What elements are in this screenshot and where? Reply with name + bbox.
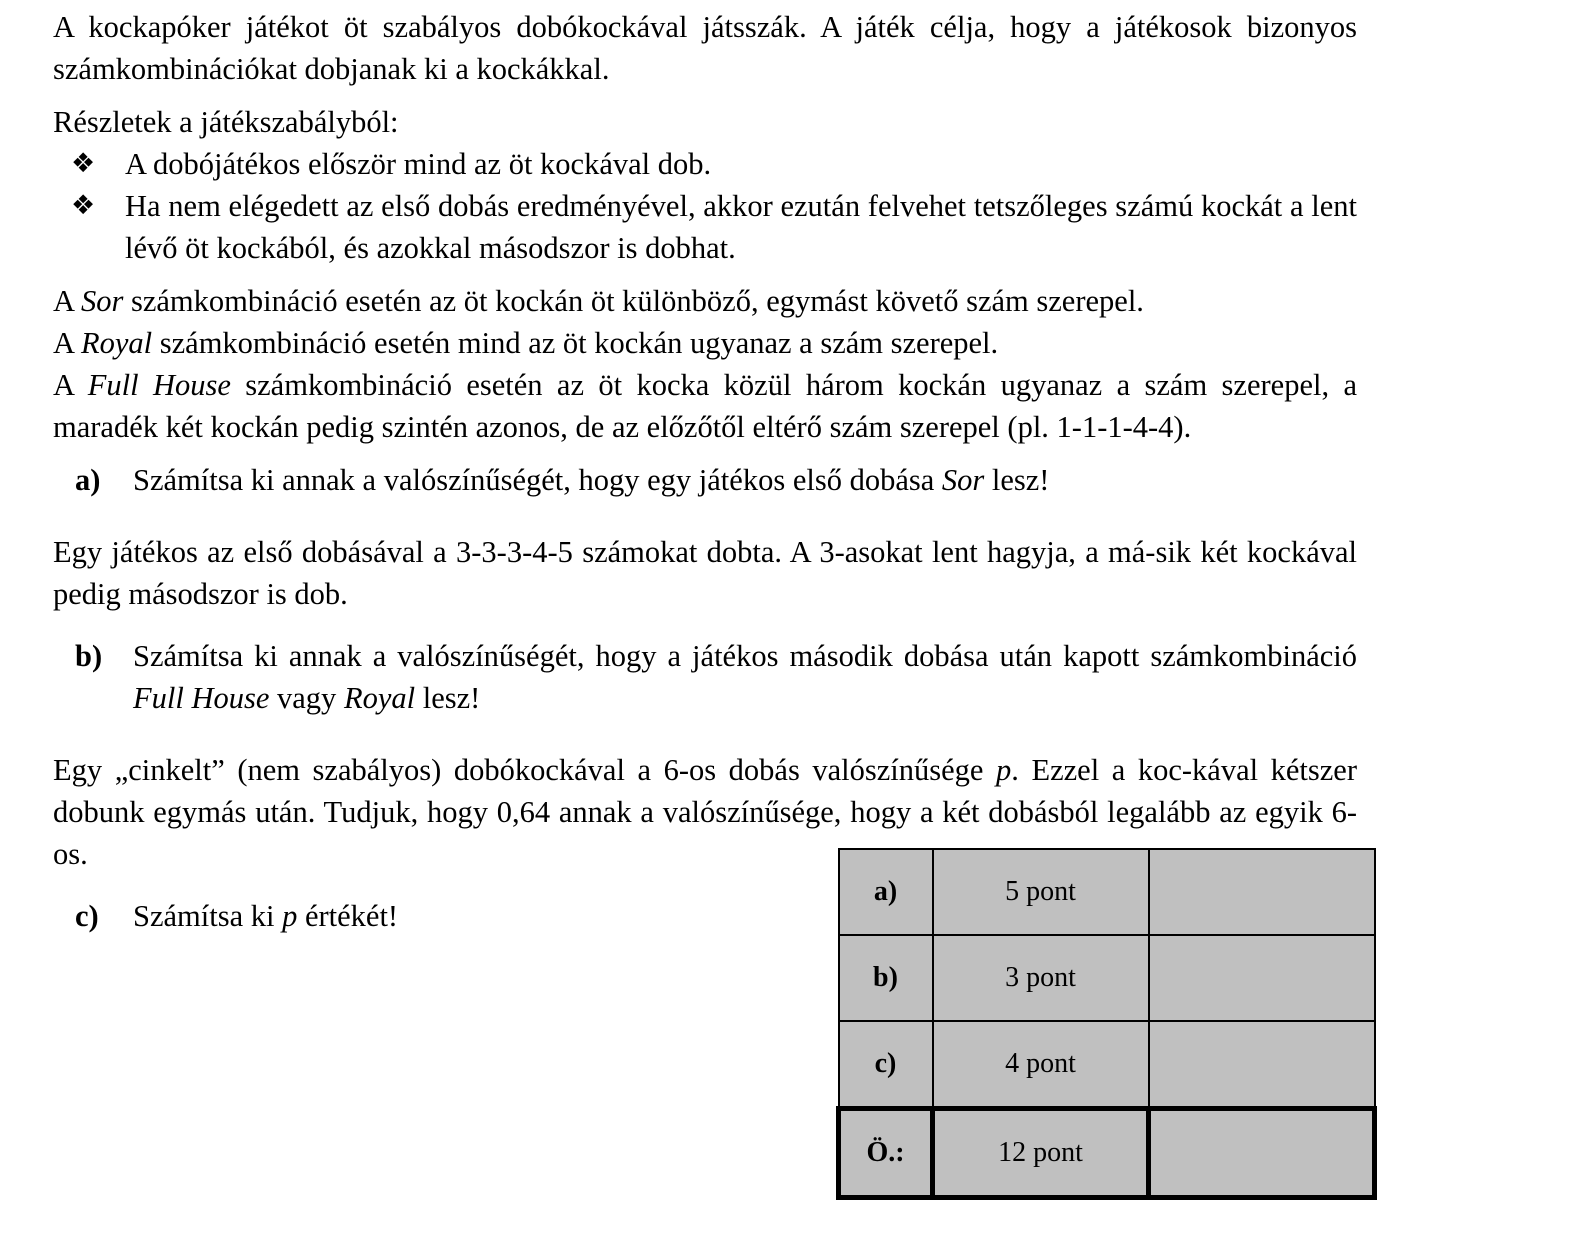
definition-rest: számkombináció esetén az öt kockán öt különböző, egymást követő szám szerepel. <box>123 284 1144 318</box>
table-row <box>839 849 1375 935</box>
task-b-text-after: lesz! <box>415 681 481 715</box>
definition-rest: számkombináció esetén mind az öt kockán ugyanaz a szám szerepel. <box>152 326 999 360</box>
definition-royal <box>53 322 1357 364</box>
score-row-blank[interactable] <box>1149 935 1375 1021</box>
diamond-bullet-icon: ❖ <box>71 190 96 221</box>
diamond-bullet-icon: ❖ <box>71 148 96 179</box>
cheated-die-part-2: . Ezzel a koc-kával kétszer dobunk egymás után. Tudjuk, hogy 0,64 annak a valószínűsége, hogy a két dobásból legalább az egyik 6-os. <box>53 753 1358 871</box>
task-a-letter: a) <box>75 463 101 497</box>
spacer <box>53 501 1357 531</box>
task-c-letter: c) <box>75 899 99 933</box>
task-b-emphasis-2: Royal <box>343 681 416 715</box>
score-row-blank[interactable] <box>1149 1021 1375 1109</box>
cheated-die-part-1: Egy „cinkelt” (nem szabályos) dobókockával a 6-os dobás valószínűsége <box>53 753 997 787</box>
score-row-label: b) <box>839 935 933 1021</box>
task-a-text-after: lesz! <box>984 463 1050 497</box>
score-total-blank[interactable] <box>1149 1109 1375 1198</box>
definition-term: Royal <box>80 326 153 360</box>
spacer <box>53 448 1357 459</box>
task-b <box>53 635 1357 719</box>
spacer <box>53 269 1357 280</box>
table-row <box>839 935 1375 1021</box>
task-b-text-middle: vagy <box>269 681 344 715</box>
rules-heading: Részletek a játékszabályból: <box>53 105 399 139</box>
task-c-text-before: Számítsa ki <box>133 899 283 933</box>
task-c-text-after: értékét! <box>297 899 399 933</box>
score-row-points: 3 pont <box>933 935 1149 1021</box>
list-item <box>53 185 1357 269</box>
task-a <box>53 459 1357 501</box>
list-item-label: A dobójátékos először mind az öt kockával dob. <box>125 147 712 181</box>
definition-full-house <box>53 364 1357 448</box>
definition-term: Sor <box>80 284 124 318</box>
spacer <box>53 90 1357 101</box>
spacer <box>53 719 1357 749</box>
probability-symbol: p <box>996 753 1012 787</box>
score-row-label: c) <box>839 1021 933 1109</box>
task-b-text-before: Számítsa ki annak a valószínűségét, hogy a játékos második dobása után kapott számkombináció <box>133 639 1357 673</box>
list-item-label: Ha nem elégedett az első dobás eredményével, akkor ezután felvehet tetszőleges számú kockát a lent lévő öt kockából, és azokkal másodszor is dobhat. <box>125 189 1357 265</box>
definition-prefix: A <box>53 326 81 360</box>
score-total-points: 12 pont <box>933 1109 1149 1198</box>
task-a-text-before: Számítsa ki annak a valószínűségét, hogy egy játékos első dobása <box>133 463 942 497</box>
score-row-points: 5 pont <box>933 849 1149 935</box>
list-item <box>53 143 1357 185</box>
intro-paragraph: A kockapóker játékot öt szabályos dobókockával játsszák. A játék célja, hogy a játékosok bizonyos számkombinációkat dobjanak ki a kockákkal. <box>53 10 1357 86</box>
score-row-blank[interactable] <box>1149 849 1375 935</box>
definition-term: Full House <box>87 368 231 402</box>
table-row-total <box>839 1109 1375 1198</box>
score-table-container <box>836 848 1377 1200</box>
scenario-paragraph: Egy játékos az első dobásával a 3-3-3-4-5 számokat dobta. A 3-asokat lent hagyja, a má-sik két kockával pedig másodszor is dob. <box>53 535 1357 611</box>
definition-rest: számkombináció esetén az öt kocka közül három kockán ugyanaz a szám szerepel, a maradék két kockán pedig szintén azonos, de az előzőtől eltérő szám szerepel (pl. 1-1-1-4-4). <box>53 368 1357 444</box>
task-b-letter: b) <box>75 639 103 673</box>
score-total-label: Ö.: <box>839 1109 933 1198</box>
definition-prefix: A <box>53 284 81 318</box>
rules-bullet-list <box>53 143 1357 269</box>
spacer <box>53 615 1357 635</box>
definition-prefix: A <box>53 368 88 402</box>
task-c-emphasis: p <box>282 899 298 933</box>
task-a-emphasis: Sor <box>941 463 985 497</box>
task-b-emphasis-1: Full House <box>133 681 270 715</box>
definition-sor <box>53 280 1357 322</box>
score-table <box>836 848 1377 1200</box>
table-row <box>839 1021 1375 1109</box>
score-row-label: a) <box>839 849 933 935</box>
score-row-points: 4 pont <box>933 1021 1149 1109</box>
